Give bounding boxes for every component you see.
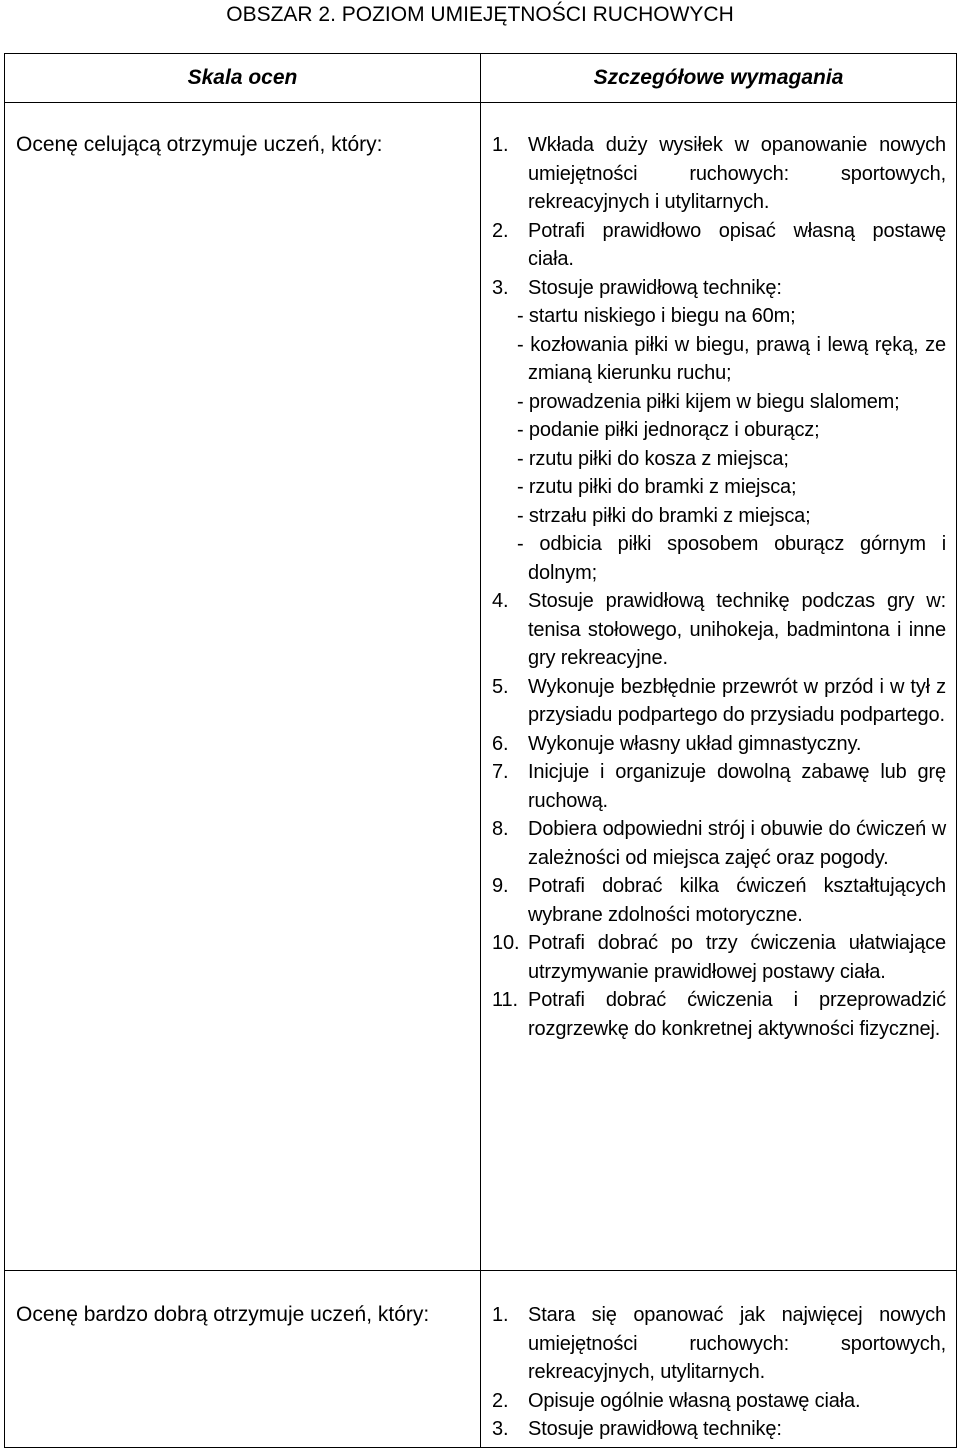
item-text: Dobiera odpowiedni strój i obuwie do ćwiczeń w zależności od miejsca zajęć oraz pogody. [528,818,946,869]
item-number: 4. [492,590,509,612]
item-number: 9. [492,875,509,897]
item-text: - podanie piłki jednorącz i oburącz; [517,419,820,441]
item-number: 2. [492,219,509,242]
requirements-list-very-good [492,1301,946,1444]
item-text: - startu niskiego i biegu na 60m; [517,305,796,327]
row-label-excellent: Ocenę celującą otrzymuje uczeń, który: [16,133,383,156]
list-item [492,815,946,872]
item-text: Inicjuje i organizuje dowolną zabawę lub grę ruchową. [528,761,946,812]
header-scale: Skala ocen [187,66,298,89]
item-number: 11. [492,989,518,1011]
list-item [492,131,946,217]
list-subitem [492,416,946,445]
item-text: Potrafi dobrać ćwiczenia i przeprowadzić rozgrzewkę do konkretnej aktywności fizycznej. [528,989,946,1040]
item-text: Stosuje prawidłową technikę podczas gry w: tenisa stołowego, unihokeja, badmintona i inne gry rekreacyjne. [528,590,946,669]
list-item [492,872,946,929]
item-text: - rzutu piłki do bramki z miejsca; [517,476,797,498]
column-divider [480,54,481,1447]
item-number: 5. [492,675,509,698]
item-number: 3. [492,276,509,299]
list-item [492,929,946,986]
item-number: 6. [492,732,509,755]
item-number: 2. [492,1389,509,1412]
list-subitem [492,473,946,502]
document-title: OBSZAR 2. POZIOM UMIEJĘTNOŚCI RUCHOWYCH [226,3,734,26]
item-text: Potrafi dobrać po trzy ćwiczenia ułatwiające utrzymywanie prawidłowej postawy ciała. [528,932,946,983]
item-number: 1. [492,134,509,156]
list-item [492,986,946,1043]
item-number: 10. [492,932,520,954]
list-item [492,587,946,673]
header-requirements: Szczegółowe wymagania [593,66,844,89]
item-number: 1. [492,1304,509,1326]
requirements-list-excellent [492,131,946,1043]
item-text: - odbicia piłki sposobem oburącz górnym i dolnym; [517,533,946,584]
item-number: 7. [492,761,509,783]
list-subitem [492,530,946,587]
list-subitem [492,331,946,388]
item-text: - rzutu piłki do kosza z miejsca; [517,447,789,470]
item-text: Wykonuje własny układ gimnastyczny. [528,732,862,755]
list-subitem [492,302,946,331]
list-subitem [492,445,946,474]
list-item [492,1301,946,1387]
item-text: - strzału piłki do bramki z miejsca; [517,504,811,527]
item-text: Wkłada duży wysiłek w opanowanie nowych umiejętności ruchowych: sportowych, rekreacyjnych i utylitarnych. [528,134,946,213]
list-item [492,1387,946,1416]
item-number: 8. [492,818,509,840]
list-item [492,274,946,303]
item-text: - prowadzenia piłki kijem w biegu slalomem; [517,390,900,413]
requirements-table [4,53,957,1448]
item-text: Potrafi prawidłowo opisać własną postawę ciała. [528,219,946,270]
row-label-very-good: Ocenę bardzo dobrą otrzymuje uczeń, który: [16,1303,430,1326]
item-text: Opisuje ogólnie własną postawę ciała. [528,1389,861,1412]
item-text: Potrafi dobrać kilka ćwiczeń kształtujących wybrane zdolności motoryczne. [528,875,946,926]
list-item [492,1415,946,1444]
list-subitem [492,388,946,417]
item-text: Wykonuje bezbłędnie przewrót w przód i w tył z przysiadu podpartego do przysiadu podpartego. [528,675,946,726]
list-item [492,730,946,759]
item-text: Stosuje prawidłową technikę: [528,1418,782,1440]
list-subitem [492,502,946,531]
item-number: 3. [492,1418,509,1440]
list-item [492,673,946,730]
list-item [492,217,946,274]
item-text: Stara się opanować jak najwięcej nowych umiejętności ruchowych: sportowych, rekreacyjnych, utylitarnych. [528,1304,946,1383]
list-item [492,758,946,815]
item-text: - kozłowania piłki w biegu, prawą i lewą ręką, ze zmianą kierunku ruchu; [517,333,946,384]
item-text: Stosuje prawidłową technikę: [528,276,782,299]
